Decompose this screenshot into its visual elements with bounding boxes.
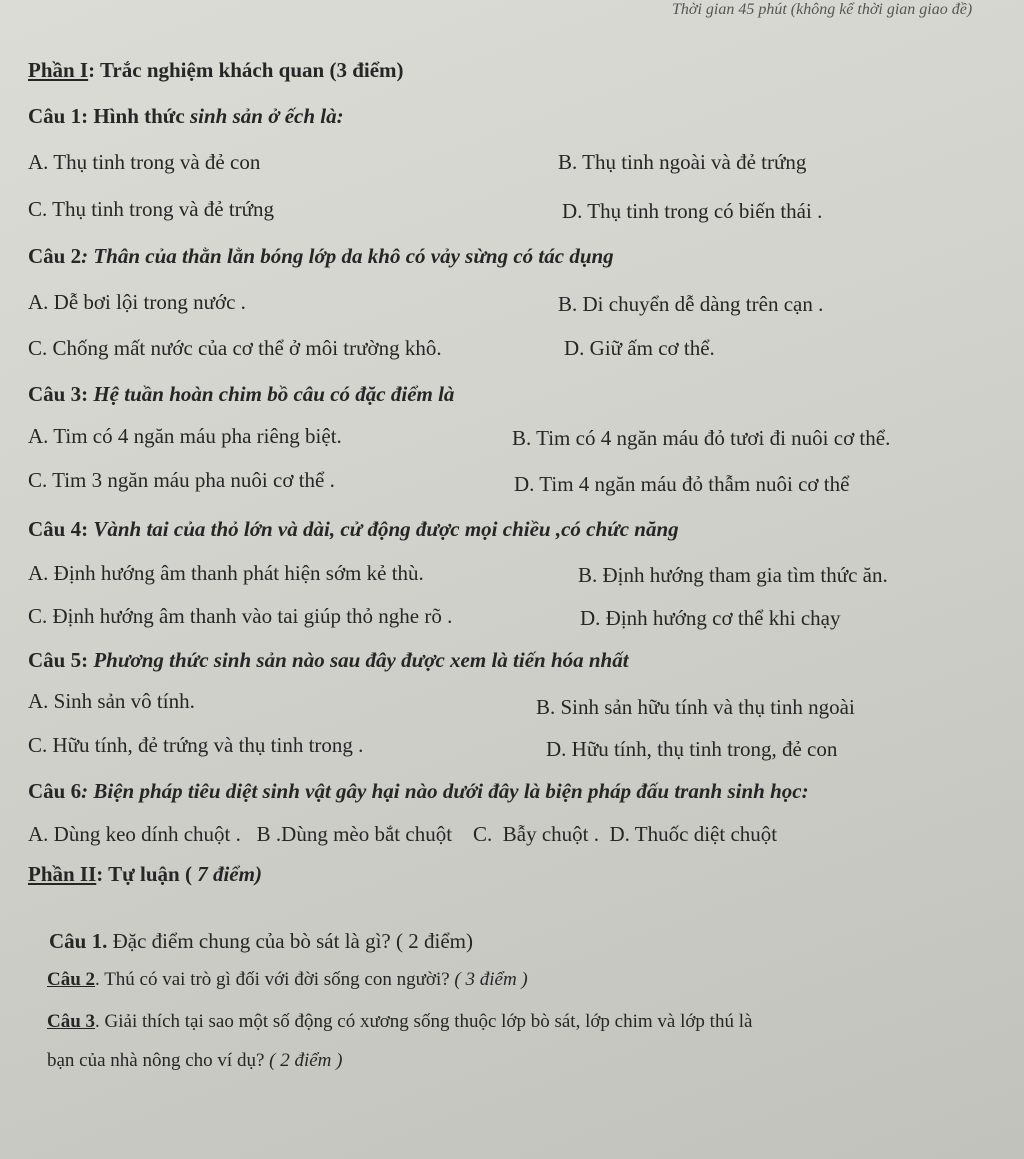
essay-question-3: Câu 3. Giải thích tại sao một số động có xương sống thuộc lớp bò sát, lớp chim và lớp thú là — [47, 1011, 753, 1032]
q1-option-a: A. Thụ tinh trong và đẻ con — [28, 150, 261, 174]
question-5-stem: Câu 5: Phương thức sinh sản nào sau đây được xem là tiến hóa nhất — [28, 648, 629, 672]
essay-question-1: Câu 1. Đặc điểm chung của bò sát là gì? ( 2 điểm) — [49, 929, 473, 953]
q5-option-d: D. Hữu tính, thụ tinh trong, đẻ con — [546, 737, 838, 761]
q5-option-a: A. Sinh sản vô tính. — [28, 689, 195, 713]
part2-label: Phần II — [28, 862, 97, 886]
q1-option-c: C. Thụ tinh trong và đẻ trứng — [28, 197, 275, 221]
q3-option-a: A. Tim có 4 ngăn máu pha riêng biệt. — [28, 424, 342, 448]
question-1-stem: Câu 1: Hình thức sinh sản ở ếch là: — [28, 104, 344, 128]
q4-option-c: C. Định hướng âm thanh vào tai giúp thỏ nghe rõ . — [28, 604, 453, 628]
part1-title: : Trắc nghiệm khách quan (3 điểm) — [88, 58, 404, 82]
q5-option-c: C. Hữu tính, đẻ trứng và thụ tinh trong . — [28, 733, 364, 757]
q4-option-d: D. Định hướng cơ thể khi chạy — [580, 606, 841, 630]
q1-option-b: B. Thụ tinh ngoài và đẻ trứng — [558, 150, 807, 174]
question-6-stem: Câu 6: Biện pháp tiêu diệt sinh vật gây hại nào dưới đây là biện pháp đấu tranh sinh học: — [28, 779, 809, 803]
essay-question-2: Câu 2. Thú có vai trò gì đối với đời sống con người? ( 3 điểm ) — [47, 969, 528, 990]
q4-option-a: A. Định hướng âm thanh phát hiện sớm kẻ thù. — [28, 561, 424, 585]
q3-option-d: D. Tim 4 ngăn máu đỏ thẫm nuôi cơ thể — [514, 472, 850, 496]
q2-option-a: A. Dễ bơi lội trong nước . — [28, 290, 246, 314]
q2-option-d: D. Giữ ấm cơ thể. — [564, 336, 715, 360]
exam-time-header: Thời gian 45 phút (không kể thời gian giao đề) — [672, 1, 973, 18]
essay-question-3-cont: bạn của nhà nông cho ví dụ? ( 2 điểm ) — [47, 1050, 343, 1071]
question-2-stem: Câu 2: Thân của thằn lằn bóng lớp da khô có vảy sừng có tác dụng — [28, 244, 614, 268]
q4-option-b: B. Định hướng tham gia tìm thức ăn. — [578, 563, 888, 587]
q3-option-b: B. Tim có 4 ngăn máu đỏ tươi đi nuôi cơ thể. — [512, 426, 891, 450]
q6-options: A. Dùng keo dính chuột . B .Dùng mèo bắt chuột C. Bẫy chuột . D. Thuốc diệt chuột — [28, 822, 778, 846]
q1-option-d: D. Thụ tinh trong có biến thái . — [562, 199, 823, 223]
q2-option-b: B. Di chuyển dễ dàng trên cạn . — [558, 292, 824, 316]
question-4-stem: Câu 4: Vành tai của thỏ lớn và dài, cử động được mọi chiều ,có chức năng — [28, 517, 679, 541]
q3-option-c: C. Tim 3 ngăn máu pha nuôi cơ thể . — [28, 468, 335, 492]
part1-label: Phần I — [28, 58, 89, 82]
part2-heading: Phần II: Tự luận ( 7 điểm) — [28, 862, 262, 886]
question-3-stem: Câu 3: Hệ tuần hoàn chim bồ câu có đặc điểm là — [28, 382, 455, 406]
q2-option-c: C. Chống mất nước của cơ thể ở môi trường khô. — [28, 336, 442, 360]
part1-heading — [28, 57, 404, 83]
q5-option-b: B. Sinh sản hữu tính và thụ tinh ngoài — [536, 695, 855, 719]
